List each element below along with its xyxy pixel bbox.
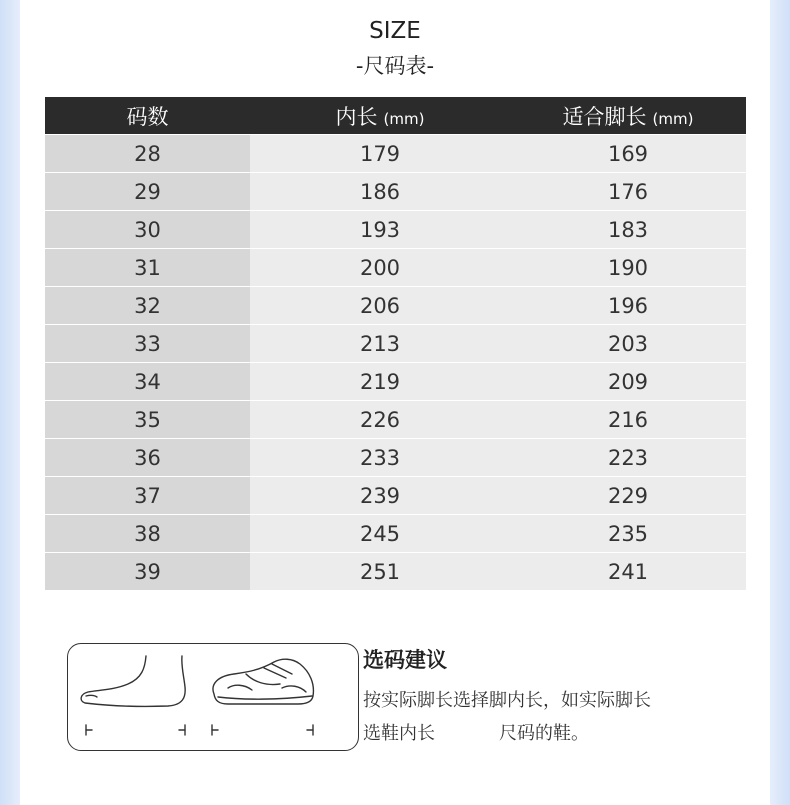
foot-length-cell: 190 — [510, 249, 746, 287]
table-row — [45, 135, 746, 173]
table-row — [45, 325, 746, 363]
inner-length-cell: 226 — [250, 401, 510, 439]
measurement-illustration — [67, 643, 359, 751]
inner-length-cell: 193 — [250, 211, 510, 249]
table-row — [45, 515, 746, 553]
advice-text-part-2: 尺码的鞋。 — [499, 723, 589, 744]
inner-length-cell: 186 — [250, 173, 510, 211]
size-table — [45, 97, 746, 590]
size-cell: 33 — [45, 325, 250, 363]
advice-text-part-1: 选鞋内长 — [363, 723, 435, 744]
size-cell: 35 — [45, 401, 250, 439]
size-cell: 37 — [45, 477, 250, 515]
sneaker-outline-icon — [212, 659, 313, 735]
advice-text-line-2 — [363, 719, 589, 745]
inner-length-cell: 219 — [250, 363, 510, 401]
size-cell: 29 — [45, 173, 250, 211]
page-title: SIZE — [369, 18, 421, 44]
advice-text-line-1: 按实际脚长选择脚内长，如实际脚长 — [363, 690, 651, 711]
foot-length-cell: 241 — [510, 553, 746, 591]
column-header-size — [45, 97, 250, 135]
column-header-inner-length — [250, 97, 510, 135]
foot-length-cell: 223 — [510, 439, 746, 477]
column-header-unit: (mm) — [383, 109, 425, 128]
foot-outline-icon — [81, 656, 185, 735]
size-cell: 28 — [45, 135, 250, 173]
size-cell: 32 — [45, 287, 250, 325]
size-cell: 30 — [45, 211, 250, 249]
table-row — [45, 363, 746, 401]
table-row — [45, 401, 746, 439]
size-cell: 38 — [45, 515, 250, 553]
size-cell: 34 — [45, 363, 250, 401]
advice-title: 选码建议 — [363, 648, 447, 672]
size-chart-page — [20, 0, 770, 805]
inner-length-cell: 213 — [250, 325, 510, 363]
table-row — [45, 553, 746, 591]
column-header-label: 码数 — [126, 104, 169, 129]
column-header-foot-length — [510, 97, 746, 135]
foot-length-cell: 209 — [510, 363, 746, 401]
foot-length-cell: 196 — [510, 287, 746, 325]
foot-length-cell: 176 — [510, 173, 746, 211]
column-header-label: 适合脚长 — [562, 104, 647, 129]
foot-and-shoe-illustration — [68, 644, 358, 750]
foot-length-cell: 216 — [510, 401, 746, 439]
inner-length-cell: 251 — [250, 553, 510, 591]
inner-length-cell: 200 — [250, 249, 510, 287]
table-row — [45, 287, 746, 325]
foot-length-cell: 203 — [510, 325, 746, 363]
left-side-band — [0, 0, 20, 805]
size-cell: 31 — [45, 249, 250, 287]
size-cell: 39 — [45, 553, 250, 591]
page-subtitle: -尺码表- — [355, 54, 435, 78]
inner-length-cell: 233 — [250, 439, 510, 477]
inner-length-cell: 179 — [250, 135, 510, 173]
table-row — [45, 211, 746, 249]
foot-length-cell: 235 — [510, 515, 746, 553]
table-row — [45, 249, 746, 287]
table-header-row — [45, 97, 746, 135]
size-cell: 36 — [45, 439, 250, 477]
inner-length-cell: 245 — [250, 515, 510, 553]
foot-length-cell: 183 — [510, 211, 746, 249]
table-row — [45, 439, 746, 477]
size-table-body — [45, 135, 746, 591]
column-header-label: 内长 — [335, 104, 378, 129]
right-side-band — [770, 0, 790, 805]
inner-length-cell: 206 — [250, 287, 510, 325]
table-row — [45, 173, 746, 211]
foot-length-cell: 229 — [510, 477, 746, 515]
foot-length-cell: 169 — [510, 135, 746, 173]
column-header-unit: (mm) — [652, 109, 694, 128]
inner-length-cell: 239 — [250, 477, 510, 515]
table-row — [45, 477, 746, 515]
